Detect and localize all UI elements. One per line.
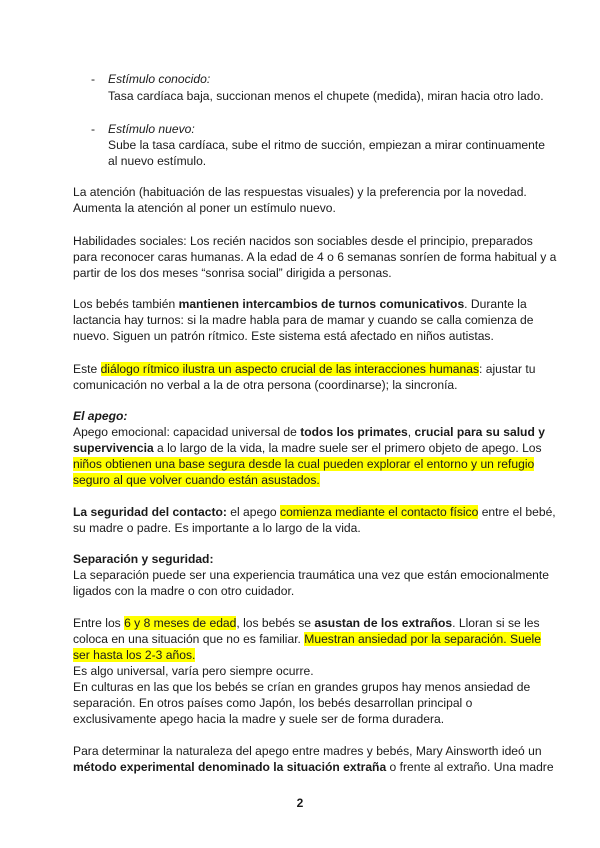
text-run: a lo largo de la vida, la madre suele ser el primero objeto de apego. Los <box>153 441 542 455</box>
paragraph-line: Es algo universal, varía pero siempre ocurre. <box>73 664 314 678</box>
paragraph-line: ligados con la madre o con otro cuidador. <box>73 584 295 598</box>
paragraph-line <box>73 631 541 647</box>
paragraph-line <box>73 361 536 377</box>
paragraph-line: En culturas en las que los bebés se crían en grandes grupos hay menos ansiedad de <box>73 680 531 694</box>
paragraph-line: nuevo. Siguen un patrón rítmico. Este sistema está afectado en niños autistas. <box>73 329 494 343</box>
bold-text: método experimental denominado la situación extraña <box>73 760 387 774</box>
bullet-title: Estímulo nuevo: <box>108 122 195 136</box>
paragraph-line: para reconocer caras humanas. A la edad de 4 o 6 semanas sonríen de forma habitual y a <box>73 250 557 264</box>
section-heading: El apego: <box>73 409 128 423</box>
paragraph-line: Para determinar la naturaleza del apego entre madres y bebés, Mary Ainsworth ideó un <box>73 744 542 758</box>
paragraph-line <box>73 647 195 663</box>
highlighted-text: comienza mediante el contacto físico <box>280 505 479 519</box>
paragraph-line: La atención (habituación de las respuestas visuales) y la preferencia por la novedad. <box>73 185 527 199</box>
text-run: . Lloran si se les <box>452 616 540 630</box>
text-run: : ajustar tu <box>479 362 536 376</box>
section-heading: Separación y seguridad: <box>73 552 214 566</box>
paragraph-line <box>73 424 545 440</box>
highlighted-text: 6 y 8 meses de edad <box>124 616 237 630</box>
highlighted-text: ser hasta los 2-3 años. <box>73 648 196 662</box>
text-run: entre el bebé, <box>478 505 556 519</box>
text-run: o frente al extraño. Una madre <box>386 760 554 774</box>
text-run: coloca en una situación que no es familiar. <box>73 632 305 646</box>
paragraph-line <box>73 504 556 520</box>
paragraph-line <box>73 615 540 631</box>
text-run: Este <box>73 362 101 376</box>
bullet-dash: - <box>91 122 96 136</box>
text-run: Apego emocional: capacidad universal de <box>73 425 301 439</box>
text-run: , los bebés se <box>236 616 315 630</box>
highlighted-text: niños obtienen una base segura desde la cual pueden explorar el entorno y un refugio <box>73 457 535 471</box>
bold-text: crucial para su salud y <box>414 425 545 439</box>
text-run: , <box>407 425 415 439</box>
bullet-text: al nuevo estímulo. <box>108 154 207 168</box>
paragraph-line: Habilidades sociales: Los recién nacidos son sociables desde el principio, preparados <box>73 234 533 248</box>
paragraph-line: exclusivamente apego hacia la madre y suele ser de forma duradera. <box>73 712 445 726</box>
paragraph-line: separación. En otros países como Japón, los bebés desarrollan principal o <box>73 696 473 710</box>
bold-text: La seguridad del contacto: <box>73 505 227 519</box>
highlighted-text: Muestran ansiedad por la separación. Suele <box>304 632 541 646</box>
paragraph-line <box>73 440 542 456</box>
text-run: . Durante la <box>464 297 527 311</box>
paragraph-line: partir de los dos meses “sonrisa social” dirigida a personas. <box>73 266 392 280</box>
bullet-title: Estímulo conocido: <box>108 72 211 86</box>
paragraph-line: Aumenta la atención al poner un estímulo nuevo. <box>73 201 336 215</box>
paragraph-line <box>73 472 320 488</box>
paragraph-line <box>73 296 527 312</box>
paragraph-line <box>73 759 554 775</box>
paragraph-line: su madre o padre. Es importante a lo largo de la vida. <box>73 521 361 535</box>
highlighted-text: diálogo rítmico ilustra un aspecto crucial de las interacciones humanas <box>100 362 480 376</box>
paragraph-line <box>73 456 534 472</box>
text-run: Los bebés también <box>73 297 179 311</box>
bullet-text: Sube la tasa cardíaca, sube el ritmo de succión, empiezan a mirar continuamente <box>108 138 545 152</box>
bold-text: mantienen intercambios de turnos comunicativos <box>178 297 465 311</box>
bold-text: todos los primates <box>300 425 408 439</box>
text-run: el apego <box>226 505 281 519</box>
bullet-dash: - <box>91 72 96 86</box>
paragraph-line: La separación puede ser una experiencia traumática una vez que están emocionalmente <box>73 568 549 582</box>
bold-text: supervivencia <box>73 441 154 455</box>
highlighted-text: seguro al que volver cuando están asustados. <box>73 473 320 487</box>
bullet-text: Tasa cardíaca baja, succionan menos el chupete (medida), miran hacia otro lado. <box>108 89 544 103</box>
paragraph-line: comunicación no verbal a la de otra persona (coordinarse); la sincronía. <box>73 378 458 392</box>
page-number: 2 <box>296 796 304 810</box>
bold-text: asustan de los extraños <box>314 616 453 630</box>
text-run: Entre los <box>73 616 125 630</box>
paragraph-line: lactancia hay turnos: si la madre habla para de mamar y cuando se calla comienza de <box>73 313 534 327</box>
